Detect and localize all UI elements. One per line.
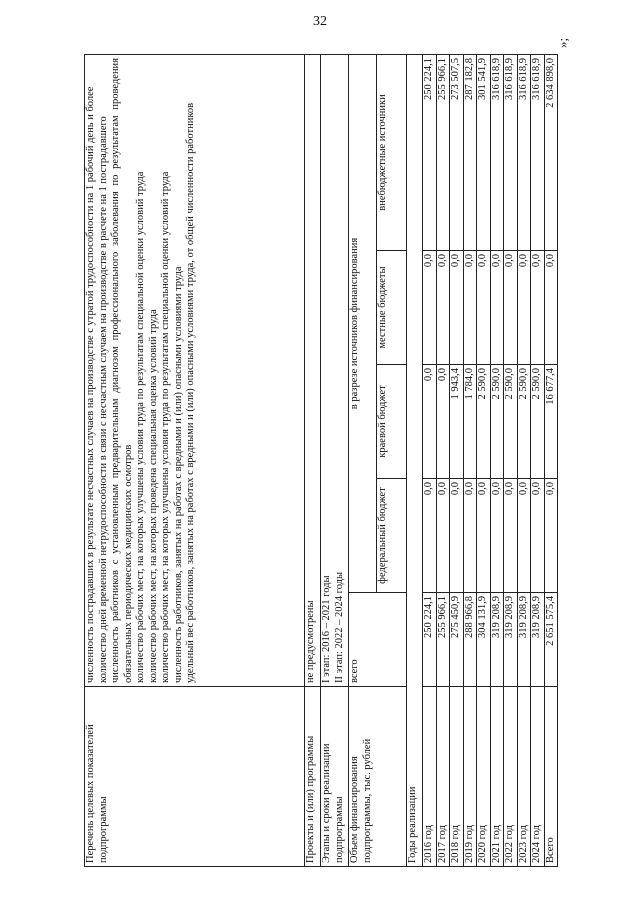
table-row: [423, 54, 437, 866]
projects-value: не предусмотрены: [305, 54, 321, 686]
indicator-item: удельный вес работников, занятых на работах с вредными и (или) опасными условиями труда, от общей численности работников: [185, 102, 196, 683]
total-cell: 2 651 575,4: [544, 593, 558, 687]
regional-cell: 2 590,0: [477, 365, 491, 479]
local-cell: 0,0: [436, 251, 450, 365]
finance-years-header-row: [407, 54, 423, 866]
indicator-item: численность работников с установленным предварительным диагнозом профессионального заболевания по результатам проведения обязательных периодических медицинских осмотров: [110, 57, 134, 683]
table-row: [477, 54, 491, 866]
federal-cell: 0,0: [490, 479, 504, 593]
table-row: [517, 54, 531, 866]
stages-value: [321, 54, 349, 686]
indicator-item: количество дней временной нетрудоспособности в связи с несчастным случаем на производстве в расчете на 1 пострадавшего: [97, 116, 109, 683]
projects-row: [305, 54, 321, 866]
regional-cell: 2 590,0: [531, 365, 545, 479]
page-number: 32: [313, 14, 327, 29]
extra-cell: 316 618,9: [504, 54, 518, 250]
local-cell: 0,0: [504, 251, 518, 365]
table-row: [463, 54, 477, 866]
indicator-item: количество рабочих мест, на которых улучшены условия труда по результатам специальной оценки условий труда: [160, 171, 171, 683]
funding-breakdown-label: в разрезе источников финансирования: [349, 54, 377, 592]
total-cell: 250 224,1: [423, 593, 437, 687]
local-cell: 0,0: [517, 251, 531, 365]
table-row: [436, 54, 450, 866]
year-cell: 2022 год: [504, 687, 518, 867]
regional-cell: 1 784,0: [463, 365, 477, 479]
column-header: внебюджетные источники: [377, 54, 407, 250]
extra-cell: 2 634 898,0: [544, 54, 558, 250]
funding-total-label: всего: [349, 593, 407, 687]
passport-table: [84, 54, 558, 867]
table-row: [531, 54, 545, 866]
extra-cell: 255 966,1: [436, 54, 450, 250]
local-cell: 0,0: [450, 251, 464, 365]
extra-cell: 273 507,5: [450, 54, 464, 250]
total-cell: 288 966,8: [463, 593, 477, 687]
regional-cell: 2 590,0: [504, 365, 518, 479]
total-cell: 319 208,9: [517, 593, 531, 687]
year-cell: 2021 год: [490, 687, 504, 867]
funding-row: [349, 54, 377, 866]
regional-cell: 0,0: [423, 365, 437, 479]
extra-cell: 316 618,9: [490, 54, 504, 250]
regional-cell: 1 943,4: [450, 365, 464, 479]
regional-cell: 2 590,0: [517, 365, 531, 479]
year-cell: Всего: [544, 687, 558, 867]
indicator-item: количество рабочих мест, на которых улучшены условия труда по результатам специальной оценки условий труда: [135, 171, 146, 683]
local-cell: 0,0: [544, 251, 558, 365]
total-cell: 319 208,9: [490, 593, 504, 687]
extra-cell: 287 182,8: [463, 54, 477, 250]
year-cell: 2016 год: [423, 687, 437, 867]
total-cell: 275 450,9: [450, 593, 464, 687]
column-header: местные бюджеты: [377, 251, 407, 365]
local-cell: 0,0: [423, 251, 437, 365]
local-cell: 0,0: [477, 251, 491, 365]
extra-cell: 316 618,9: [517, 54, 531, 250]
table-row-total: [544, 54, 558, 866]
table-row: [490, 54, 504, 866]
total-cell: 255 966,1: [436, 593, 450, 687]
indicator-item: количество рабочих мест, на которых проведена специальная оценка условий труда: [147, 309, 159, 683]
years-header: Годы реализации: [407, 54, 423, 866]
federal-cell: 0,0: [450, 479, 464, 593]
federal-cell: 0,0: [436, 479, 450, 593]
regional-cell: 2 590,0: [490, 365, 504, 479]
projects-label: Проекты и (или) программы: [305, 687, 321, 867]
indicator-item: численность работников, занятых на работах с вредными и (или) опасными условиями труда: [172, 266, 184, 683]
closing-quote-mark: »;: [555, 37, 570, 48]
federal-cell: 0,0: [423, 479, 437, 593]
regional-cell: 16 677,4: [544, 365, 558, 479]
indicator-item: численность пострадавших в результате несчастных случаев на производстве с утратой трудоспособности на 1 рабочий день и более: [85, 86, 96, 683]
stages-row: [321, 54, 349, 866]
year-cell: 2024 год: [531, 687, 545, 867]
table-row: [450, 54, 464, 866]
local-cell: 0,0: [490, 251, 504, 365]
year-cell: 2017 год: [436, 687, 450, 867]
extra-cell: 301 541,9: [477, 54, 491, 250]
funding-label: Объем финансирования подпрограммы, тыс. рублей: [349, 687, 407, 867]
total-cell: 304 131,9: [477, 593, 491, 687]
stage-item: II этап: 2022 – 2024 годы: [333, 571, 345, 683]
federal-cell: 0,0: [504, 479, 518, 593]
indicators-label: Перечень целевых показателей подпрограммы: [85, 687, 305, 867]
local-cell: 0,0: [463, 251, 477, 365]
stage-item: I этап: 2016 – 2021 годы: [321, 575, 332, 683]
total-cell: 319 208,9: [531, 593, 545, 687]
regional-cell: 0,0: [436, 365, 450, 479]
table-row: [504, 54, 518, 866]
federal-cell: 0,0: [477, 479, 491, 593]
indicators-row: [85, 54, 305, 866]
local-cell: 0,0: [531, 251, 545, 365]
extra-cell: 316 618,9: [531, 54, 545, 250]
year-cell: 2019 год: [463, 687, 477, 867]
indicators-list: [85, 54, 305, 686]
total-cell: 319 208,9: [504, 593, 518, 687]
federal-cell: 0,0: [463, 479, 477, 593]
extra-cell: 250 224,1: [423, 54, 437, 250]
federal-cell: 0,0: [517, 479, 531, 593]
federal-cell: 0,0: [531, 479, 545, 593]
federal-cell: 0,0: [544, 479, 558, 593]
passport-table-rotated: [84, 55, 556, 867]
column-header: федеральный бюджет: [377, 479, 407, 593]
year-cell: 2023 год: [517, 687, 531, 867]
year-cell: 2018 год: [450, 687, 464, 867]
column-header: краевой бюджет: [377, 365, 407, 479]
stages-label: Этапы и сроки реализации подпрограммы: [321, 687, 349, 867]
year-cell: 2020 год: [477, 687, 491, 867]
